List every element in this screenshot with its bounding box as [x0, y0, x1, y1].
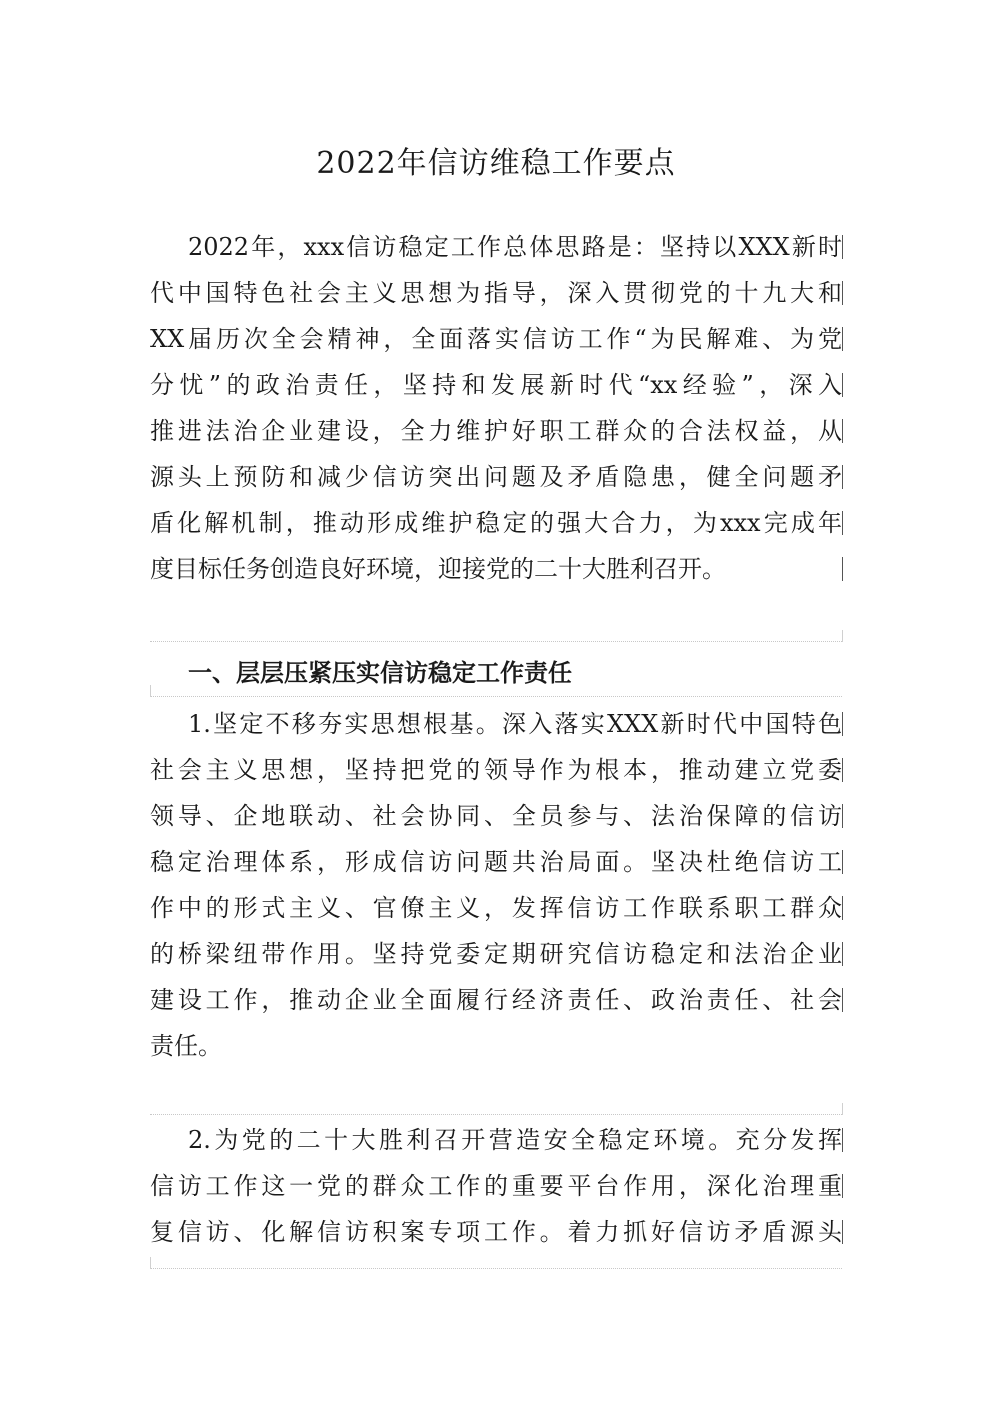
paragraph-line: 2.为党的二十大胜利召开营造安全稳定环境。充分发挥	[188, 1126, 842, 1154]
line-end-marker	[842, 988, 843, 1012]
line-end-marker	[842, 804, 843, 828]
paragraph-line: 稳定治理体系，形成信访问题共治局面。坚决杜绝信访工	[150, 848, 842, 876]
line-end-marker	[842, 373, 843, 397]
paragraph-line: 责任。	[150, 1032, 222, 1060]
line-end-marker	[842, 896, 843, 920]
paragraph-line: 信访工作这一党的群众工作的重要平台作用，深化治理重	[150, 1172, 842, 1200]
corner-mark	[842, 630, 843, 642]
paragraph-line: 代中国特色社会主义思想为指导，深入贯彻党的十九大和	[150, 279, 842, 307]
paragraph-line: 盾化解机制，推动形成维护稳定的强大合力，为xxx完成年	[150, 509, 842, 537]
page-bottom-divider	[150, 1268, 842, 1269]
corner-mark	[150, 685, 151, 697]
paragraph-divider	[150, 1114, 842, 1115]
paragraph-line: 建设工作，推动企业全面履行经济责任、政治责任、社会	[150, 986, 842, 1014]
paragraph-line: 推进法治企业建设，全力维护好职工群众的合法权益，从	[150, 417, 842, 445]
item-2-paragraph	[150, 1117, 842, 1255]
line-end-marker	[842, 327, 843, 351]
line-end-marker	[842, 942, 843, 966]
line-end-marker	[842, 1174, 843, 1198]
line-end-marker	[842, 557, 843, 581]
paragraph-line: 社会主义思想，坚持把党的领导作为根本，推动建立党委	[150, 756, 842, 784]
paragraph-line: 度目标任务创造良好环境，迎接党的二十大胜利召开。	[150, 555, 726, 583]
paragraph-line: 源头上预防和减少信访突出问题及矛盾隐患，健全问题矛	[150, 463, 842, 491]
line-end-marker	[842, 1220, 843, 1244]
line-end-marker	[842, 281, 843, 305]
line-end-marker	[842, 850, 843, 874]
section-heading: 一、层层压紧压实信访稳定工作责任	[188, 658, 572, 687]
paragraph-line: XX届历次全会精神，全面落实信访工作“为民解难、为党	[150, 325, 842, 353]
line-end-marker	[842, 712, 843, 736]
line-end-marker	[842, 419, 843, 443]
paragraph-line: 领导、企地联动、社会协同、全员参与、法治保障的信访	[150, 802, 842, 830]
line-end-marker	[842, 1128, 843, 1152]
line-end-marker	[842, 465, 843, 489]
line-end-marker	[842, 235, 843, 259]
line-end-marker	[842, 511, 843, 535]
paragraph-divider	[150, 696, 842, 697]
item-1-paragraph	[150, 701, 842, 1069]
paragraph-line: 2022年，xxx信访稳定工作总体思路是：坚持以XXX新时	[188, 233, 842, 261]
paragraph-line: 作中的形式主义、官僚主义，发挥信访工作联系职工群众	[150, 894, 842, 922]
paragraph-line: 复信访、化解信访积案专项工作。着力抓好信访矛盾源头	[150, 1218, 842, 1246]
paragraph-divider	[150, 641, 842, 642]
corner-mark	[842, 1103, 843, 1115]
corner-mark	[150, 1257, 151, 1269]
line-end-marker	[842, 758, 843, 782]
paragraph-line: 1.坚定不移夯实思想根基。深入落实XXX新时代中国特色	[188, 710, 842, 738]
document-title: 2022年信访维稳工作要点	[316, 146, 676, 181]
intro-paragraph	[150, 224, 842, 592]
paragraph-line: 的桥梁纽带作用。坚持党委定期研究信访稳定和法治企业	[150, 940, 842, 968]
paragraph-line: 分忧”的政治责任，坚持和发展新时代“xx经验”，深入	[150, 371, 842, 399]
